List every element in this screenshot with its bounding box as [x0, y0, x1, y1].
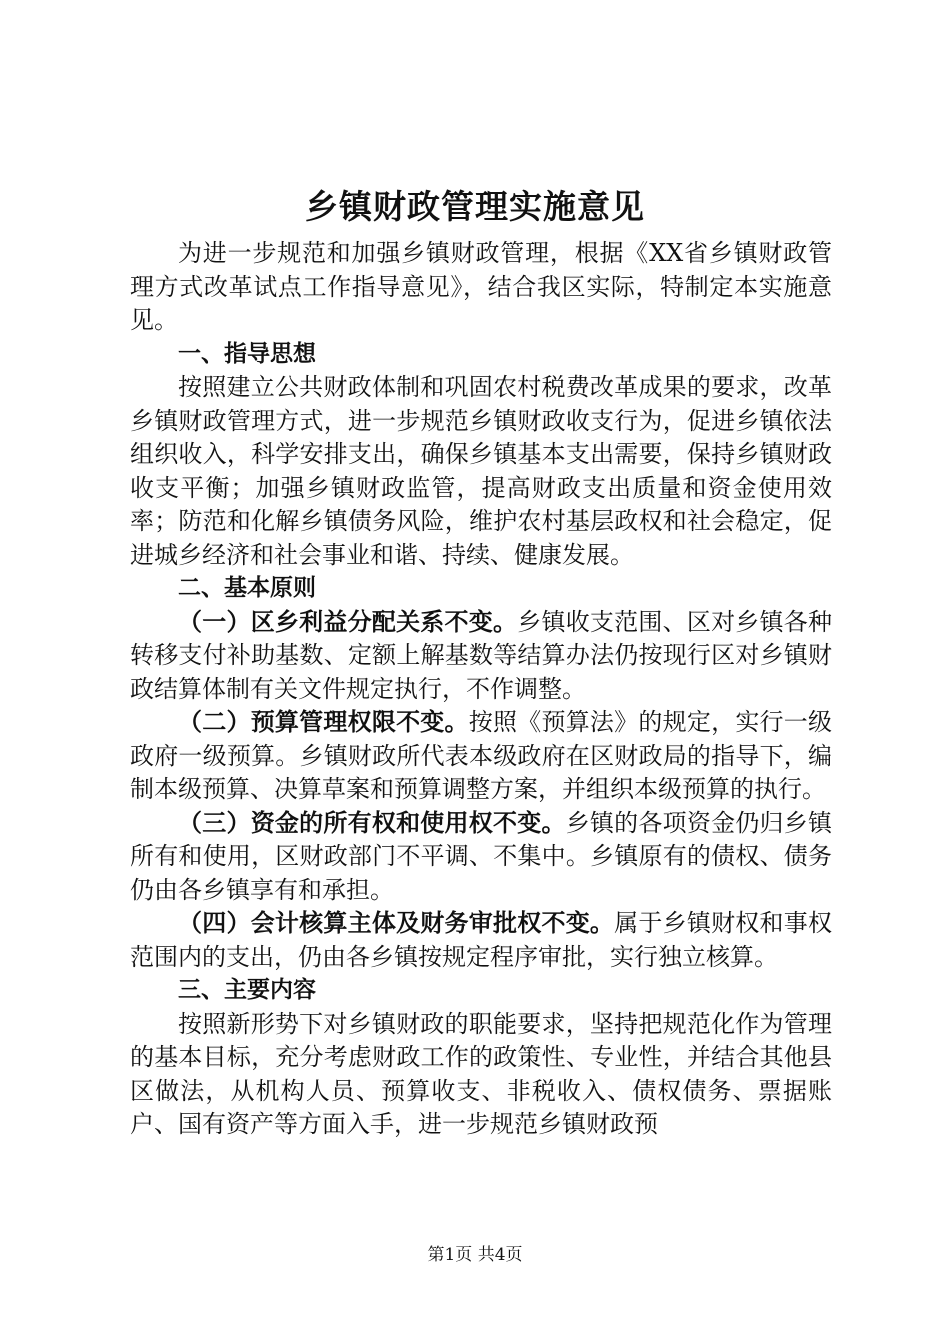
- intro-paragraph: 为进一步规范和加强乡镇财政管理，根据《XX省乡镇财政管理方式改革试点工作指导意见》，结合我区实际，特制定本实施意见。: [130, 239, 832, 334]
- principle-text-4: 属于乡镇财权和事权范围内的支出，仍由各乡镇按规定程序审批，实行独立核算。: [130, 909, 833, 971]
- principle-lead-4: （四）会计核算主体及财务审批权不变。: [178, 909, 615, 937]
- section-paragraph-guiding-ideology: 按照建立公共财政体制和巩固农村税费改革成果的要求，改革乡镇财政管理方式，进一步规范乡镇财政收支行为，促进乡镇依法组织收入，科学安排支出，确保乡镇基本支出需要，保持乡镇财政收支平衡；加强乡镇财政监管，提高财政支出质量和资金使用效率；防范和化解乡镇债务风险，维护农村基层政权和社会稳定，促进城乡经济和社会事业和谐、持续、健康发展。: [130, 373, 832, 569]
- principle-lead-2: （二）预算管理权限不变。: [178, 708, 469, 736]
- principle-text-1: 乡镇收支范围、区对乡镇各种转移支付补助基数、定额上解基数等结算办法仍按现行区对乡镇财政结算体制有关文件规定执行，不作调整。: [130, 607, 833, 703]
- principle-text-3: 乡镇的各项资金仍归乡镇所有和使用，区财政部门不平调、不集中。乡镇原有的债权、债务仍由各乡镇享有和承担。: [130, 808, 833, 904]
- principle-lead-1: （一）区乡利益分配关系不变。: [178, 607, 518, 636]
- principle-paragraph-2: [130, 706, 832, 807]
- section-heading-basic-principles: 二、基本原则: [178, 575, 316, 601]
- principle-paragraph-1: [130, 606, 832, 707]
- document-title: 乡镇财政管理实施意见: [305, 187, 645, 226]
- section-paragraph-main-content: 按照新形势下对乡镇财政的职能要求，坚持把规范化作为管理的基本目标，充分考虑财政工作的政策性、专业性，并结合其他县区做法，从机构人员、预算收支、非税收入、债权债务、票据账户、国有资产等方面入手，进一步规范乡镇财政预: [130, 1009, 832, 1138]
- principle-text-2: 按照《预算法》的规定，实行一级政府一级预算。乡镇财政所代表本级政府在区财政局的指导下，编制本级预算、决算草案和预算调整方案，并组织本级预算的执行。: [130, 708, 833, 803]
- principle-paragraph-3: [130, 807, 832, 908]
- page-footer: 第1页 共4页: [427, 1245, 523, 1265]
- principle-lead-3: （三）资金的所有权和使用权不变。: [178, 808, 566, 837]
- document-body: [130, 237, 832, 1142]
- section-heading-guiding-ideology: 一、指导思想: [178, 340, 316, 367]
- principle-paragraph-4: [130, 907, 832, 974]
- section-heading-main-content: 三、主要内容: [178, 977, 316, 1003]
